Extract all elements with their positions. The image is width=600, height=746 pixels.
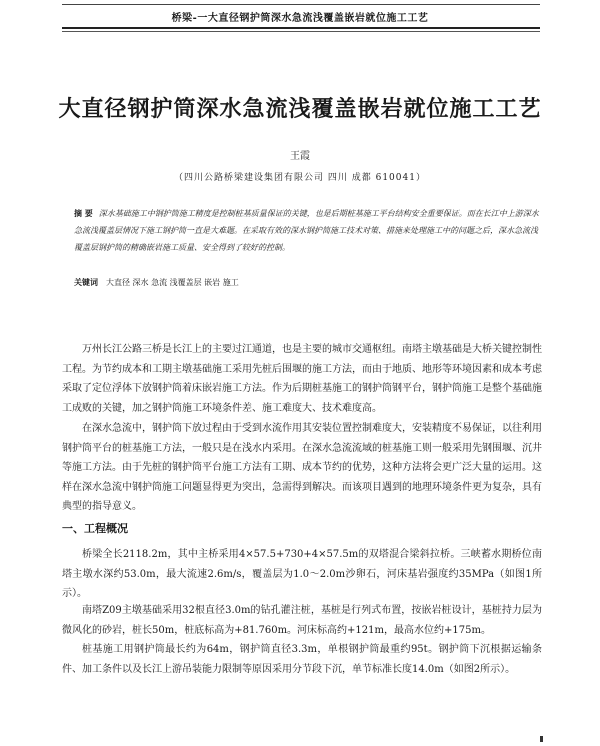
section-heading: 一、工程概况 [62,522,128,535]
body-paragraph-4: 南塔Z09主墩基础采用32根直径3.0m的钻孔灌注桩，基桩是行列式布置，按嵌岩桩设计，基桩持力层为微风化的砂岩，桩长50m，桩底标高为+81.760m。河床标高约+121m，最高水位约+175m。 [62,605,542,636]
abstract-label: 摘 要 [74,209,93,218]
body-paragraph-3: 桥梁全长2118.2m，其中主桥采用4×57.5+730+4×57.5m的双塔混合梁斜拉桥。三峡蓄水期桥位南塔主墩水深约53.0m，最大流速2.6m/s，覆盖层为1.0～2.0m沙卵石，河床基岩强度约35MPa（如图1所示）。 [62,549,542,599]
body-paragraph-5: 桩基施工用钢护筒最长约为64m，钢护筒直径3.3m，单根钢护筒最重约95t。钢护筒下沉根据运输条件、加工条件以及长江上游吊装能力限制等原因采用分节段下沉，单节标准长度14.0m（如图2所示）。 [62,644,542,675]
abstract [74,205,542,256]
header-top-line [62,4,540,5]
author: 王霞 [290,151,310,162]
page-corner-mark [540,736,543,742]
header-rule-thin [62,31,540,32]
paper-title: 大直径钢护筒深水急流浅覆盖嵌岩就位施工工艺 [58,97,542,122]
abstract-text: 深水基础施工中钢护筒施工精度是控制桩基质量保证的关键，也是后期桩基施工平台结构安全重要保证。而在长江中上游深水急流浅覆盖层情况下施工钢护筒一直是大难题。在采取有效的深水钢护筒施工技术对策、措施来处理施工中的问题之后，深水急流浅覆盖层钢护筒的精确嵌岩施工质量、安全得到了较好的控制。 [74,209,539,252]
body-paragraph-2: 在深水急流中，钢护筒下放过程由于受到水流作用其安装位置控制难度大，安装精度不易保证，以往利用钢护筒平台的桩基施工方法，一般只是在浅水内采用。在深水急流流域的桩基施工则一般采用先钢围堰、沉井等施工方法。由于先桩的钢护筒平台施工方法有工期、成本节约的优势，这种方法将会更广泛大量的运用。这样在深水急流中钢护筒施工问题显得更为突出，急需得到解决。而该项目遇到的地理环境条件更为复杂，具有典型的指导意义。 [62,423,542,512]
affiliation: （四川公路桥梁建设集团有限公司 四川 成都 610041） [174,173,426,183]
keywords-text: 大直径 深水 急流 浅覆盖层 嵌岩 施工 [106,278,239,287]
header-rule [62,27,540,29]
keywords-label: 关键词 [74,278,98,287]
running-header: 桥梁-一大直径钢护筒深水急流浅覆盖嵌岩就位施工工艺 [171,13,429,24]
body-paragraph-1: 万州长江公路三桥是长江上的主要过江通道，也是主要的城市交通枢纽。南塔主墩基础是大桥关键控制性工程。为节约成本和工期主墩基础施工采用先桩后围堰的施工方法，而由于地质、地形等环境因素和成本考虑采取了定位浮体下放钢护筒着床嵌岩施工方法。作为后期桩基施工的钢护筒钢平台，钢护筒施工是整个基础施工成败的关键，加之钢护筒施工环境条件差、施工难度大、技术难度高。 [62,344,542,414]
keywords [74,277,542,288]
